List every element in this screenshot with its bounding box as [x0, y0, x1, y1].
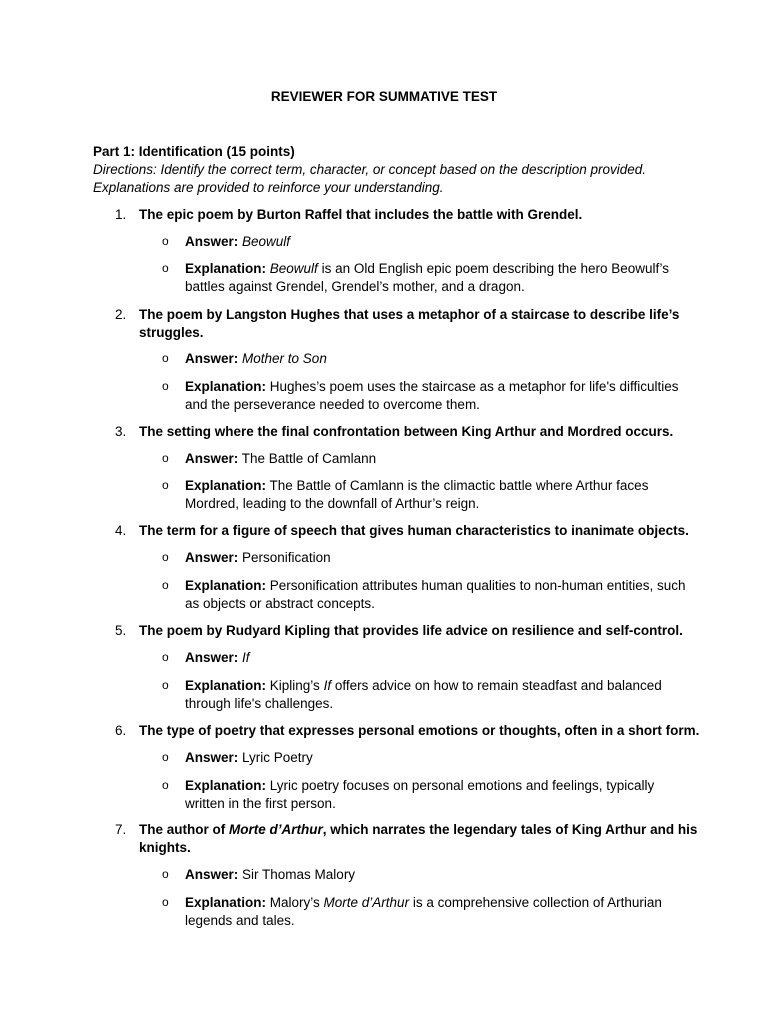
- explanation-label: Explanation:: [185, 895, 267, 910]
- question-number: 5.: [115, 623, 127, 638]
- document-page: REVIEWER FOR SUMMATIVE TEST Part 1: Identification (15 points) Directions: Identify the correct term, character, or concept based on the description provided. Explanations are provided to reinforce your understanding. 1. The epic poem by Burton Raffel that includes the battle with Grendel. o Answer: Beowulf o Explanation: Beowulf is an Old English epic poem describing the hero Beowulf’s battles against Grendel, Grendel’s mother, and a dragon. 2. The poem by Langston Hughes that uses a metaphor of a staircase to describe life’s struggles. o Answer: Mother to Son o Explanation: Hughes’s poem uses the staircase as a metaphor for life's difficulties and the perseverance needed to overcome them. 3. The setting where the final confrontation between King Arthur and Mordred occurs. o Answer: The Battle of Camlann o Explanation: The Battle of Camlann is the climactic battle where Arthur faces Mordred, leading to the downfall of Arthur’s reign. 4. The term for a figure of speech that gives human characteristics to inanimate objects. o Answer: Personification o Explanation: Personification attributes human qualities to non-human entities, such as objects or abstract concepts. 5. The poem by Rudyard Kipling that provides life advice on resilience and self-control. o Answer: If o Explanation: Kipling’s If offers advice on how to remain steadfast and balanced through life's challenges. 6. The type of poetry that expresses personal emotions or thoughts, often in a short form. o Answer: Lyric Poetry o Explanation: Lyric poetry focuses on personal emotions and feelings, typically written in the first person. 7. The author of Morte d’Arthur, which narrates the legendary tales of King Arthur and his knights. o Answer: Sir Thomas Malory o Explanation: Malory’s Morte d’Arthur is a comprehensive collection of Arthurian legends and tales.: [0, 0, 768, 1024]
- bullet-icon: o: [162, 578, 169, 592]
- answer-label: Answer:: [185, 750, 239, 765]
- page-title: REVIEWER FOR SUMMATIVE TEST: [270, 89, 498, 104]
- answer-value: Personification: [242, 550, 331, 565]
- question-text: The type of poetry that expresses personal emotions or thoughts, often in a short form.: [139, 723, 700, 738]
- bullet-icon: o: [162, 678, 169, 692]
- question-text: The term for a figure of speech that gives human characteristics to inanimate objects.: [139, 523, 689, 538]
- bullet-icon: o: [162, 379, 169, 393]
- answer-value: The Battle of Camlann: [241, 451, 377, 466]
- bullet-icon: o: [162, 895, 169, 909]
- bullet-icon: o: [162, 750, 169, 764]
- directions-line-1: Directions: Identify the correct term, character, or concept based on the description provided.: [93, 162, 647, 177]
- question-number: 2.: [115, 307, 127, 322]
- answer-label: Answer:: [185, 451, 239, 466]
- answer-value: Sir Thomas Malory: [242, 867, 356, 882]
- question-text: The poem by Rudyard Kipling that provides life advice on resilience and self-control.: [139, 623, 683, 638]
- part-1-directions: [93, 161, 693, 196]
- explanation-label: Explanation:: [185, 478, 267, 493]
- answer-label: Answer:: [185, 234, 239, 249]
- bullet-icon: o: [162, 550, 169, 564]
- question-text: The author of Morte d’Arthur, which narrates the legendary tales of King Arthur and his knights.: [139, 822, 698, 855]
- answer-label: Answer:: [185, 351, 239, 366]
- explanation-label: Explanation:: [185, 379, 267, 394]
- bullet-icon: o: [162, 478, 169, 492]
- answer-value: If: [242, 650, 250, 665]
- question-text: The setting where the final confrontation between King Arthur and Mordred occurs.: [139, 424, 674, 439]
- question-number: 7.: [115, 822, 127, 837]
- part-1-heading: Part 1: Identification (15 points): [93, 144, 295, 159]
- question-text: The epic poem by Burton Raffel that includes the battle with Grendel.: [139, 207, 583, 222]
- question-number: 1.: [115, 207, 127, 222]
- explanation-label: Explanation:: [185, 261, 267, 276]
- explanation-label: Explanation:: [185, 778, 267, 793]
- answer-value: Lyric Poetry: [242, 750, 313, 765]
- bullet-icon: o: [162, 778, 169, 792]
- bullet-icon: o: [162, 451, 169, 465]
- answer-label: Answer:: [185, 550, 239, 565]
- answer-value: Mother to Son: [242, 351, 327, 366]
- explanation-label: Explanation:: [185, 678, 267, 693]
- question-number: 3.: [115, 424, 127, 439]
- explanation-label: Explanation:: [185, 578, 267, 593]
- answer-label: Answer:: [185, 650, 239, 665]
- question-number: 4.: [115, 523, 127, 538]
- answer-value: Beowulf: [242, 234, 291, 249]
- question-number: 6.: [115, 723, 127, 738]
- answer-label: Answer:: [185, 867, 239, 882]
- bullet-icon: o: [162, 650, 169, 664]
- question-text: The poem by Langston Hughes that uses a metaphor of a staircase to describe life’s struggles.: [139, 307, 680, 340]
- bullet-icon: o: [162, 261, 169, 275]
- bullet-icon: o: [162, 867, 169, 881]
- bullet-icon: o: [162, 234, 169, 248]
- directions-line-2: Explanations are provided to reinforce your understanding.: [93, 179, 444, 195]
- bullet-icon: o: [162, 351, 169, 365]
